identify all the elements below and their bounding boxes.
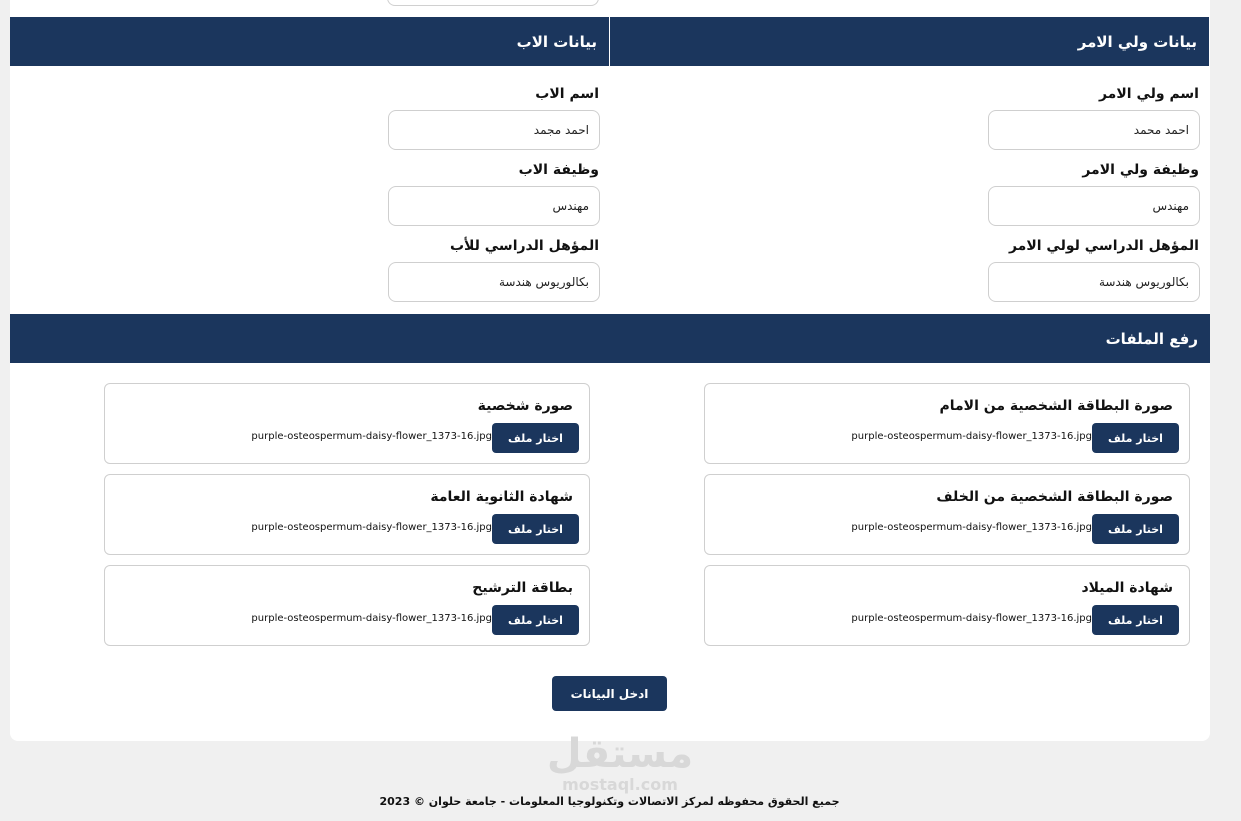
upload-title: شهادة الثانوية العامة xyxy=(430,489,573,505)
selected-file-name: purple-osteospermum-daisy-flower_1373-16.jpg xyxy=(251,431,492,442)
father-name-label: اسم الاب xyxy=(535,86,599,102)
guardian-education-label: المؤهل الدراسي لولي الامر xyxy=(1008,238,1199,254)
upload-card-personal-photo xyxy=(104,383,590,464)
father-section-header xyxy=(10,17,609,66)
upload-card-nomination-card xyxy=(104,565,590,646)
upload-title: شهادة الميلاد xyxy=(1081,580,1173,596)
choose-file-button[interactable]: اختار ملف xyxy=(492,423,579,453)
uploads-section-header xyxy=(10,314,1210,363)
choose-file-button[interactable]: اختار ملف xyxy=(1092,514,1179,544)
guardian-section-header xyxy=(610,17,1209,66)
selected-file-name: purple-osteospermum-daisy-flower_1373-16.jpg xyxy=(851,613,1092,624)
copyright-footer: جميع الحقوق محفوظه لمركز الاتصالات وتكنولوجيا المعلومات - جامعة حلوان © 2023 xyxy=(379,795,840,808)
selected-file-name: purple-osteospermum-daisy-flower_1373-16.jpg xyxy=(851,522,1092,533)
choose-file-button[interactable]: اختار ملف xyxy=(492,605,579,635)
mostaql-watermark xyxy=(540,730,700,792)
selected-file-name: purple-osteospermum-daisy-flower_1373-16.jpg xyxy=(251,613,492,624)
father-education-input[interactable] xyxy=(388,262,600,302)
guardian-section-title: بيانات ولي الامر xyxy=(1077,32,1197,51)
upload-card-high-school-cert xyxy=(104,474,590,555)
father-job-label: وظيفة الاب xyxy=(518,162,599,178)
upload-title: صورة البطاقة الشخصية من الامام xyxy=(939,398,1173,414)
upload-title: صورة البطاقة الشخصية من الخلف xyxy=(936,489,1173,505)
father-job-input[interactable] xyxy=(388,186,600,226)
selected-file-name: purple-osteospermum-daisy-flower_1373-16.jpg xyxy=(251,522,492,533)
upload-card-id-back xyxy=(704,474,1190,555)
guardian-job-label: وظيفة ولي الامر xyxy=(1082,162,1199,178)
previous-input-edge xyxy=(387,0,599,6)
guardian-name-input[interactable] xyxy=(988,110,1200,150)
selected-file-name: purple-osteospermum-daisy-flower_1373-16.jpg xyxy=(851,431,1092,442)
choose-file-button[interactable]: اختار ملف xyxy=(1092,423,1179,453)
guardian-name-label: اسم ولي الامر xyxy=(1098,86,1199,102)
watermark-main: مستقل xyxy=(546,731,694,777)
upload-card-id-front xyxy=(704,383,1190,464)
upload-title: صورة شخصية xyxy=(477,398,573,414)
choose-file-button[interactable]: اختار ملف xyxy=(492,514,579,544)
guardian-education-input[interactable] xyxy=(988,262,1200,302)
uploads-section-title: رفع الملفات xyxy=(1105,329,1198,348)
watermark-sub: mostaql.com xyxy=(562,775,678,794)
father-section-title: بيانات الاب xyxy=(516,32,597,51)
choose-file-button[interactable]: اختار ملف xyxy=(1092,605,1179,635)
guardian-job-input[interactable] xyxy=(988,186,1200,226)
father-name-input[interactable] xyxy=(388,110,600,150)
father-education-label: المؤهل الدراسي للأب xyxy=(449,238,599,254)
upload-card-birth-cert xyxy=(704,565,1190,646)
upload-title: بطاقة الترشيح xyxy=(472,580,573,596)
submit-data-button[interactable]: ادخل البيانات xyxy=(552,676,667,711)
